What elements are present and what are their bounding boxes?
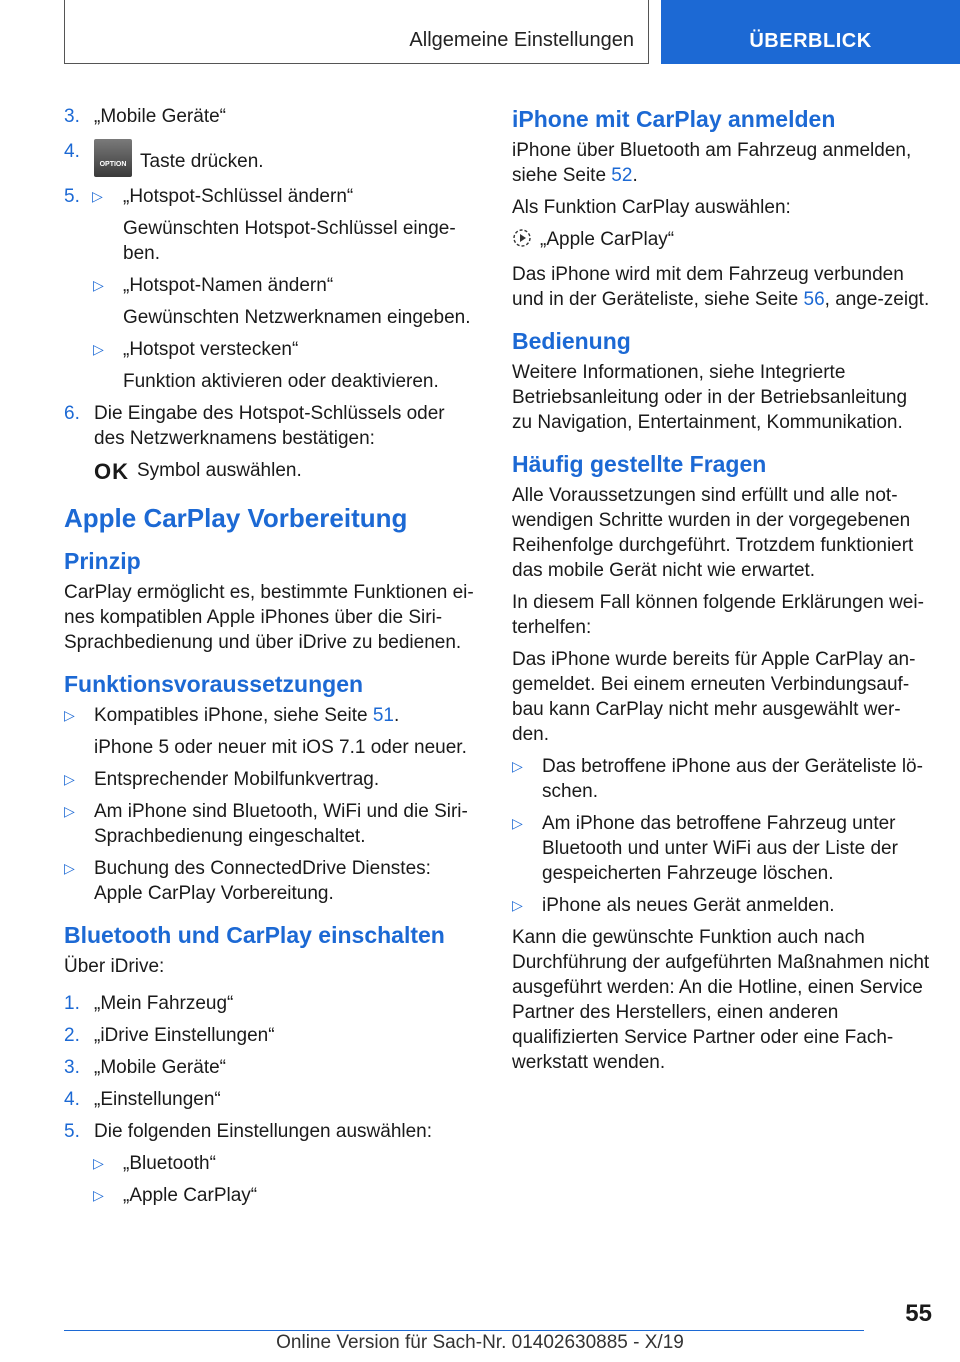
triangle-bullet-icon: ▷	[93, 277, 104, 293]
triangle-bullet-icon: ▷	[512, 897, 523, 913]
sub-list-item: ▷ „Bluetooth“	[93, 1153, 216, 1174]
list-text: „Mobile Geräte“	[94, 106, 226, 127]
triangle-bullet-icon: ▷	[64, 860, 75, 876]
list-item	[64, 139, 478, 177]
anmelden-select: Als Funktion CarPlay auswählen:	[512, 197, 791, 218]
list-item	[64, 401, 478, 451]
triangle-bullet-icon: ▷	[64, 803, 75, 819]
faq-text: Kann die gewünschte Funktion auch nach Durchführung der aufgeführten Maßnahmen nicht ausgeführt werden: An die Hotline, einen Service Partner des Herstellers, einen anderen qualifizierten Service Partner oder eine Fach‐werkstatt wenden.	[512, 927, 930, 1073]
heading-faq: Häufig gestellte Fragen	[512, 451, 767, 477]
triangle-bullet-icon: ▷	[512, 815, 523, 831]
list-number: 3.	[64, 106, 80, 127]
triangle-bullet-icon: ▷	[93, 1187, 104, 1203]
list-text: „Hotspot-Namen ändern“	[123, 275, 334, 296]
list-item: ▷ Buchung des ConnectedDrive Dienstes: Apple CarPlay Vorbereitung.	[64, 858, 431, 904]
list-item	[64, 104, 478, 129]
list-item: ▷ Entsprechender Mobilfunkvertrag.	[64, 769, 380, 790]
header-section-box	[64, 0, 649, 64]
faq-text: Alle Voraussetzungen sind erfüllt und alle not‐wendigen Schritte wurden in der vorgegebenen Reihenfolge durchgeführt. Trotzdem funktioniert das mobile Gerät nicht wie erwartet.	[512, 485, 914, 581]
heading-requirements: Funktionsvoraussetzungen	[64, 671, 364, 697]
item-detail: Gewünschten Netzwerknamen eingeben.	[123, 307, 471, 328]
list-item	[64, 184, 478, 209]
page-link[interactable]: 56	[803, 289, 825, 310]
list-item: ▷ Kompatibles iPhone, siehe Seite 51.	[64, 705, 400, 726]
heading-bluetooth: Bluetooth und CarPlay einschalten	[64, 922, 445, 948]
heading-carplay-prep: Apple CarPlay Vorbereitung	[64, 503, 408, 533]
heading-iphone-carplay: iPhone mit CarPlay anmelden	[512, 106, 836, 132]
item-detail: Funktion aktivieren oder deaktivieren.	[123, 371, 439, 392]
list-text: „Hotspot verstecken“	[123, 339, 299, 360]
list-text: Taste drücken.	[140, 151, 264, 172]
list-text: Die Eingabe des Hotspot-Schlüssels oder des Netzwerknamens bestätigen:	[94, 403, 445, 449]
item-detail: Gewünschten Hotspot-Schlüssel einge‐ben.	[123, 218, 456, 264]
heading-prinzip: Prinzip	[64, 548, 141, 574]
list-item: 5. Die folgenden Einstellungen auswählen:	[64, 1121, 433, 1142]
list-item: ▷ Das betroffene iPhone aus der Geräteliste lö‐schen.	[512, 756, 923, 802]
heading-bedienung: Bedienung	[512, 328, 631, 354]
header-tab-label: ÜBERBLICK	[749, 30, 872, 52]
page-number: 55	[905, 1300, 932, 1327]
left-column	[64, 104, 478, 1215]
footer-text: Online Version für Sach-Nr. 01402630885 - X/19	[276, 1332, 684, 1353]
item-detail: OK Symbol auswählen.	[94, 459, 302, 484]
list-item: ▷ Am iPhone das betroffene Fahrzeug unter Bluetooth und unter WiFi aus der Liste der gespeicherten Fahrzeuge löschen.	[512, 813, 898, 884]
list-number: 4.	[64, 141, 80, 162]
footer-divider	[64, 1330, 864, 1331]
list-item: 3. „Mobile Geräte“	[64, 1057, 226, 1078]
triangle-bullet-icon: ▷	[64, 707, 75, 723]
anmelden-text: iPhone über Bluetooth am Fahrzeug anmelden, siehe Seite 52.	[512, 140, 912, 186]
header-tab-overview[interactable]	[661, 0, 960, 64]
triangle-bullet-icon: ▷	[93, 1155, 104, 1171]
sub-list-item: ▷ „Apple CarPlay“	[93, 1185, 258, 1206]
triangle-bullet-icon: ▷	[93, 341, 104, 357]
sub-list-item	[64, 337, 478, 362]
list-item: 4. „Einstellungen“	[64, 1089, 221, 1110]
item-detail: iPhone 5 oder neuer mit iOS 7.1 oder neuer.	[94, 737, 467, 758]
option-button-icon: OPTION	[94, 139, 132, 177]
faq-text: Das iPhone wurde bereits für Apple CarPlay an‐gemeldet. Bei einem erneuten Verbindungsauf‐bau kann CarPlay nicht mehr ausgewählt wer‐den.	[512, 649, 916, 745]
list-item: ▷ Am iPhone sind Bluetooth, WiFi und die Siri-Sprachbedienung eingeschaltet.	[64, 801, 468, 847]
list-number: 5.	[64, 186, 80, 207]
triangle-bullet-icon: ▷	[512, 758, 523, 774]
list-item: 2. „iDrive Einstellungen“	[64, 1025, 275, 1046]
right-column	[512, 104, 932, 1082]
bt-intro: Über iDrive:	[64, 956, 165, 977]
list-text: „Hotspot-Schlüssel ändern“	[123, 186, 354, 207]
list-item: 1. „Mein Fahrzeug“	[64, 993, 234, 1014]
anmelden-option: „Apple CarPlay“	[512, 227, 932, 255]
play-circle-icon	[512, 228, 532, 255]
list-item: ▷ iPhone als neues Gerät anmelden.	[512, 895, 835, 916]
triangle-bullet-icon: ▷	[64, 771, 75, 787]
ok-symbol-icon: OK	[94, 459, 129, 484]
header-section-title: Allgemeine Einstellungen	[409, 29, 634, 51]
list-number: 6.	[64, 403, 80, 424]
page-link[interactable]: 51	[372, 705, 394, 726]
page-link[interactable]: 52	[611, 165, 633, 186]
faq-text: In diesem Fall können folgende Erklärungen wei‐terhelfen:	[512, 592, 924, 638]
sub-list-item	[64, 273, 478, 298]
bedienung-text: Weitere Informationen, siehe Integrierte Betriebsanleitung oder in der Betriebsanleitung zu Navigation, Entertainment, Kommunikation.	[512, 362, 908, 433]
prinzip-text: CarPlay ermöglicht es, bestimmte Funktionen ei‐nes kompatiblen Apple iPhones über die Siri-Sprachbedienung und über iDrive zu bedienen.	[64, 582, 474, 653]
anmelden-result: Das iPhone wird mit dem Fahrzeug verbunden und in der Geräteliste, siehe Seite 56, ange‐zeigt.	[512, 264, 930, 310]
triangle-bullet-icon: ▷	[92, 188, 103, 204]
